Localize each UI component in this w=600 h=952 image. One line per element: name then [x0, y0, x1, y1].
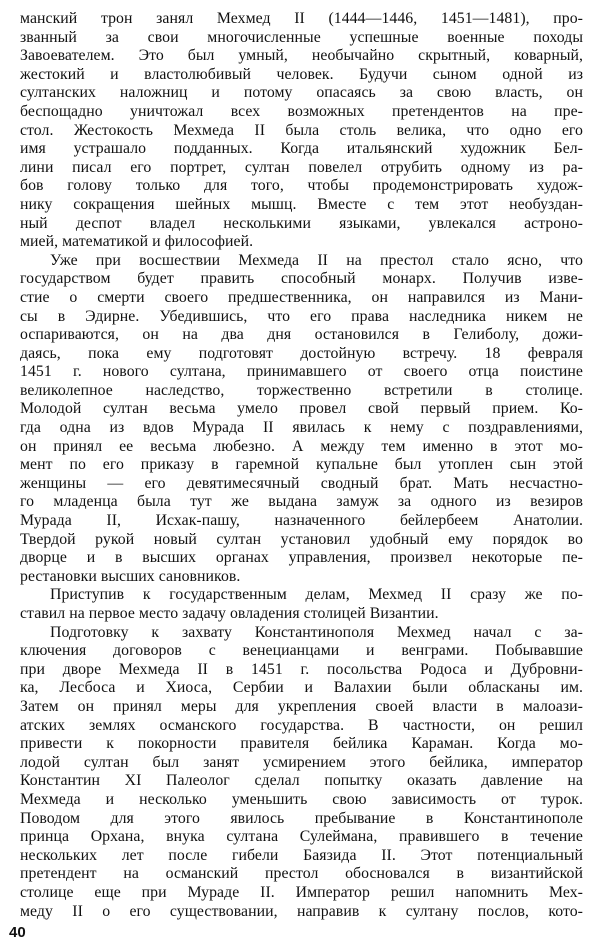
text-line: беспощадно уничтожал всех возможных претендентов на пре-	[20, 102, 583, 120]
text-line: стол. Жестокость Мехмеда II была столь велика, что одно его	[20, 121, 583, 139]
text-line: султанских наложниц и потому опасаясь за свою власть, он	[20, 84, 583, 102]
paragraph-start-line: Подготовку к захвату Константинополя Мехмед начал с за-	[50, 623, 583, 641]
text-line: женщины — его девятимесячный сводный брат. Мать несчастно-	[20, 474, 583, 492]
text-line: Поводом для этого явилось пребывание в Константинополе	[20, 809, 583, 827]
text-line: сы в Эдирне. Убедившись, что его права наследника никем не	[20, 307, 583, 325]
text-line: Мехмеда и несколько уменьшить свою зависимость от турок.	[20, 790, 583, 808]
text-line: манский трон занял Мехмед II (1444—1446, 1451—1481), про-	[20, 10, 583, 27]
text-line: оспариваются, он на два дня остановился в Гелиболу, дожи-	[20, 326, 583, 344]
text-line: Завоевателем. Это был умный, необычайно скрытный, коварный,	[20, 47, 583, 65]
text-line: ка, Лесбоса и Хиоса, Сербии и Валахии были обласканы им.	[20, 679, 583, 697]
text-line: принца Орхана, внука султана Сулеймана, правившего в течение	[20, 828, 583, 846]
text-line: нику сокращения шейных мышц. Вместе с тем этот необуздан-	[20, 195, 583, 213]
text-line: лини писал его портрет, султан повелел отрубить одному из ра-	[20, 158, 583, 176]
text-line: при дворе Мехмеда II в 1451 г. посольства Родоса и Дубровни-	[20, 660, 583, 678]
text-line: ный деспот владел несколькими языками, увлекался астроно-	[20, 214, 583, 232]
text-line: мент по его приказу в гаремной купальне был утоплен сын этой	[20, 456, 583, 474]
text-line: Молодой султан весьма умело провел свой первый прием. Ко-	[20, 400, 583, 418]
text-line: претендент на османский престол обосновался в византийской	[20, 865, 583, 883]
book-page	[20, 10, 583, 921]
text-line: 1451 г. нового султана, принимавшего от своего отца поистине	[20, 363, 583, 381]
text-line: столице еще при Мураде II. Император решил напомнить Мех-	[20, 883, 583, 901]
text-line: гда одна из вдов Мурада II явилась к нему с поздравлениями,	[20, 419, 583, 437]
text-line: государством будет править способный монарх. Получив изве-	[20, 270, 583, 288]
page-number: 40	[9, 924, 26, 941]
text-line: имя устрашало подданных. Когда итальянский художник Бел-	[20, 140, 583, 158]
text-line: бов голову только для того, чтобы продемонстрировать худож-	[20, 177, 583, 195]
text-line: дворце и в высших органах управления, произвел некоторые пе-	[20, 549, 583, 567]
text-line: лодой султан был занят усмирением этого бейлика, император	[20, 753, 583, 771]
text-line: жестокий и властолюбивый человек. Будучи сыном одной из	[20, 65, 583, 83]
text-line: великолепное наследство, торжественно встретили в столице.	[20, 381, 583, 399]
text-line: рестановки высших сановников.	[20, 567, 241, 585]
text-line: ставил на первое место задачу овладения столицей Византии.	[20, 605, 439, 622]
text-line: ключения договоров с венецианцами и венграми. Побывавшие	[20, 642, 583, 660]
text-line: Твердой рукой новый султан установил удобный ему порядок во	[20, 530, 583, 548]
text-line: Затем он принял меры для укрепления своей власти в малоази-	[20, 697, 583, 715]
text-line: Мурада II, Исхак-пашу, назначенного бейлербеем Анатолии.	[20, 512, 583, 530]
text-line: атских землях османского государства. В частности, он решил	[20, 716, 583, 734]
text-line: званный за свои многочисленные успешные военные походы	[20, 28, 583, 46]
text-line: Константин XI Палеолог сделал попытку оказать давление на	[20, 772, 583, 790]
paragraph-start-line: Уже при восшествии Мехмеда II на престол стало ясно, что	[50, 251, 583, 269]
text-line: стие о смерти своего предшественника, он направился из Мани-	[20, 288, 583, 306]
paragraph-start-line: Приступив к государственным делам, Мехмед II сразу же по-	[50, 586, 583, 604]
text-line: мией, математикой и философией.	[20, 233, 254, 251]
text-line: привести к покорности правителя бейлика Караман. Когда мо-	[20, 735, 583, 753]
text-line: даясь, пока ему подготовят достойную встречу. 18 февраля	[20, 344, 583, 362]
text-line: он принял ее весьма любезно. А между тем именно в этот мо-	[20, 437, 583, 455]
text-line: меду II о его существовании, направив к султану послов, кото-	[20, 902, 583, 920]
text-line: нескольких лет после гибели Баязида II. Этот потенциальный	[20, 846, 583, 864]
text-line: го младенца была тут же выдана замуж за одного из везиров	[20, 493, 583, 511]
